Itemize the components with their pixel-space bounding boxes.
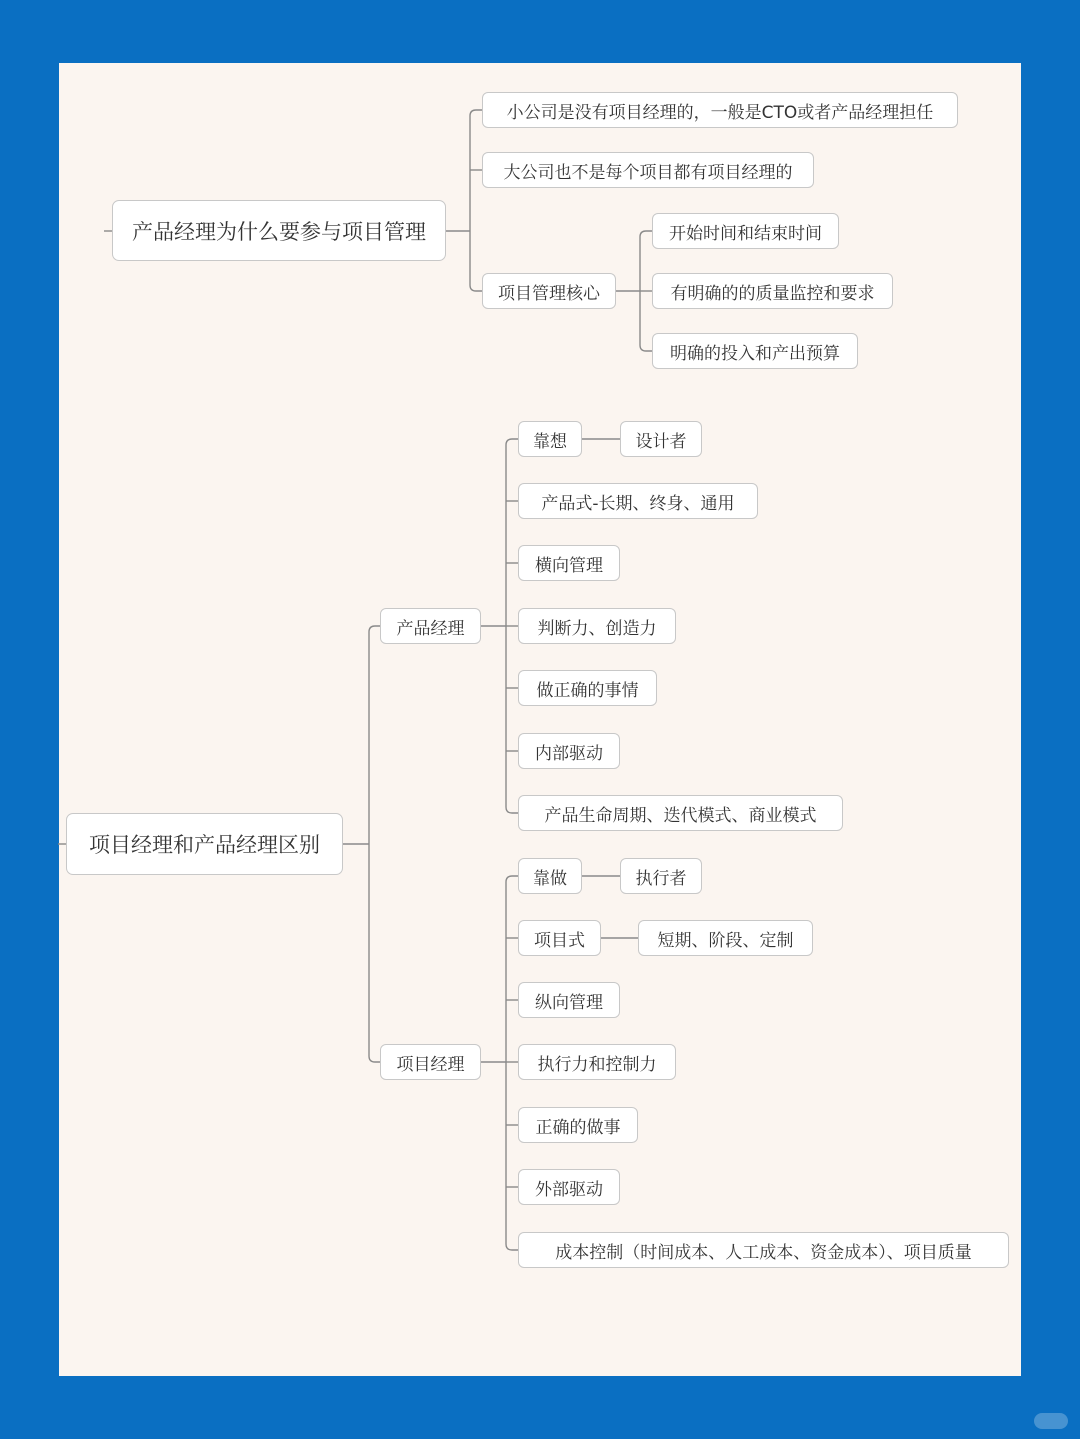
map2-root-node[interactable]: 项目经理和产品经理区别 bbox=[66, 813, 343, 875]
map1-core-item[interactable]: 开始时间和结束时间 bbox=[652, 213, 839, 249]
map1-core-item[interactable]: 明确的投入和产出预算 bbox=[652, 333, 858, 369]
prj-item[interactable]: 正确的做事 bbox=[518, 1107, 638, 1143]
map2-node-project-manager[interactable]: 项目经理 bbox=[380, 1044, 481, 1080]
prj-item[interactable]: 成本控制（时间成本、人工成本、资金成本）、项目质量 bbox=[518, 1232, 1009, 1268]
map1-node-core[interactable]: 项目管理核心 bbox=[482, 273, 616, 309]
prj-item[interactable]: 执行力和控制力 bbox=[518, 1044, 676, 1080]
map1-node-small-company[interactable]: 小公司是没有项目经理的，一般是CTO或者产品经理担任 bbox=[482, 92, 958, 128]
prj-item-executor[interactable]: 执行者 bbox=[620, 858, 702, 894]
pm-item[interactable]: 产品式-长期、终身、通用 bbox=[518, 483, 758, 519]
pm-item-designer[interactable]: 设计者 bbox=[620, 421, 702, 457]
pm-item[interactable]: 判断力、创造力 bbox=[518, 608, 676, 644]
map2-node-product-manager[interactable]: 产品经理 bbox=[380, 608, 481, 644]
prj-item[interactable]: 纵向管理 bbox=[518, 982, 620, 1018]
pm-item[interactable]: 横向管理 bbox=[518, 545, 620, 581]
prj-item[interactable]: 外部驱动 bbox=[518, 1169, 620, 1205]
map1-node-big-company[interactable]: 大公司也不是每个项目都有项目经理的 bbox=[482, 152, 814, 188]
watermark-logo bbox=[1034, 1413, 1068, 1429]
pm-item-think[interactable]: 靠想 bbox=[518, 421, 582, 457]
map1-root-node[interactable]: 产品经理为什么要参与项目管理 bbox=[112, 200, 446, 261]
pm-item[interactable]: 内部驱动 bbox=[518, 733, 620, 769]
pm-item[interactable]: 产品生命周期、迭代模式、商业模式 bbox=[518, 795, 843, 831]
prj-item-style[interactable]: 项目式 bbox=[518, 920, 601, 956]
pm-item[interactable]: 做正确的事情 bbox=[518, 670, 657, 706]
map1-core-item[interactable]: 有明确的的质量监控和要求 bbox=[652, 273, 893, 309]
prj-item-style-detail[interactable]: 短期、阶段、定制 bbox=[638, 920, 813, 956]
prj-item-do[interactable]: 靠做 bbox=[518, 858, 582, 894]
